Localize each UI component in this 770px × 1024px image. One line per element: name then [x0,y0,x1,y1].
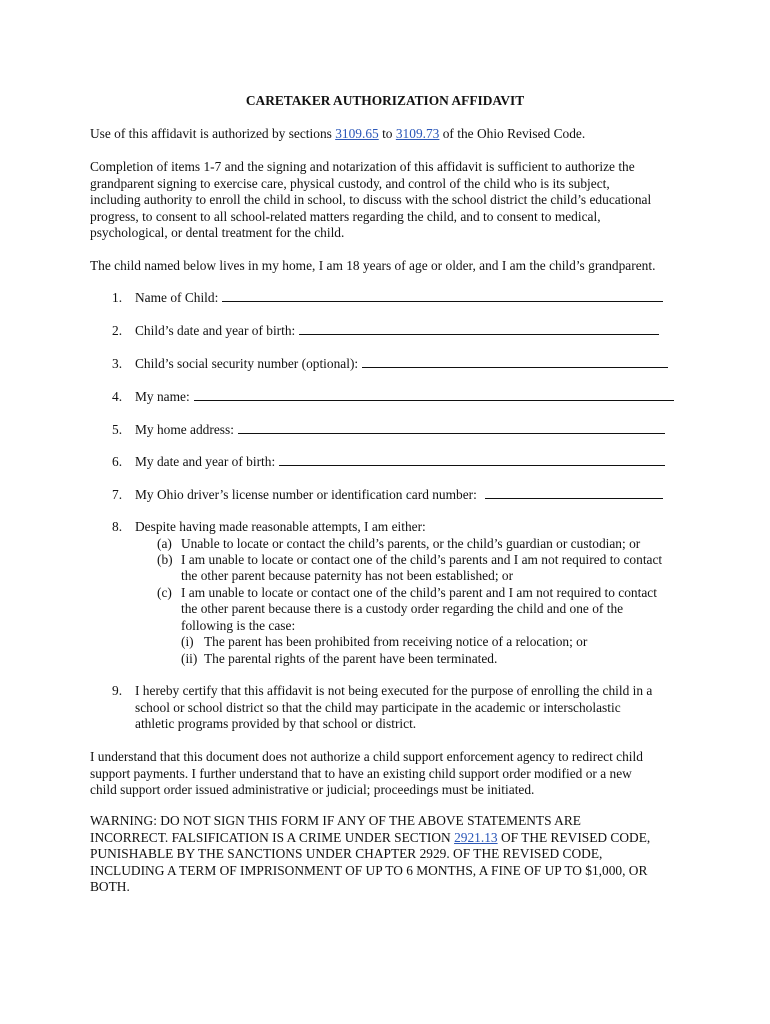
home-address-field[interactable] [238,422,665,434]
option-b-text: the other parent because paternity has not been established; or [181,568,514,583]
authorization-paragraph [90,126,690,143]
grandparent-statement: The child named below lives in my home, I am 18 years of age or older, and I am the child’s grandparent. [90,258,656,273]
item-label: My Ohio driver’s license number or identification card number: [135,487,477,502]
option-c-mark: (c) [157,585,172,600]
completion-line: including authority to enroll the child in school, to discuss with the school district the child’s educational [90,192,652,208]
child-support-line: support payments. I further understand that to have an existing child support order modified or a new [90,765,632,781]
option-a-mark: (a) [157,536,172,551]
option-c-text: the other parent because there is a custody order regarding the child and one of the [181,601,624,616]
item-label: Child’s social security number (optional): [135,356,359,371]
item-number: 2. [112,323,123,338]
option-b-mark: (b) [157,552,173,567]
completion-line: psychological, or dental treatment for the child. [90,225,345,241]
option-c-text: following is the case: [181,618,296,633]
sub-option-ii-mark: (ii) [181,651,198,666]
completion-paragraph [90,159,690,242]
warning-line: PUNISHABLE BY THE SANCTIONS UNDER CHAPTER 2929. OF THE REVISED CODE, [90,846,603,862]
option-b-text: I am unable to locate or contact one of the child’s parents and I am not required to contact [181,552,663,567]
intro-text-end: of the Ohio Revised Code. [439,126,586,141]
warning-line [90,830,690,847]
sub-option-i-text: The parent has been prohibited from receiving notice of a relocation; or [204,634,588,649]
warning-paragraph [90,813,690,896]
child-support-paragraph [90,749,690,799]
sub-option-ii-text: The parental rights of the parent have been terminated. [204,651,498,666]
item-number: 3. [112,356,123,371]
option-a-text: Unable to locate or contact the child’s parents, or the child’s guardian or custodian; or [181,536,641,551]
warning-line: WARNING: DO NOT SIGN THIS FORM IF ANY OF THE ABOVE STATEMENTS ARE [90,813,581,828]
warning-text: INCORRECT. FALSIFICATION IS A CRIME UNDER SECTION [90,829,455,845]
item-number: 4. [112,389,123,404]
item-number: 8. [112,519,123,534]
warning-text: OF THE REVISED CODE, [497,829,651,845]
completion-line: progress, to consent to all school-related matters regarding the child, and to consent to medical, [90,208,601,224]
option-c-text: I am unable to locate or contact one of the child’s parent and I am not required to contact [181,585,657,600]
child-support-line: child support order issued administrative or judicial; proceedings must be initiated. [90,782,535,798]
certification-line: school or school district so that the child may participate in the academic or interscholastic [135,699,621,715]
completion-line: grandparent signing to exercise care, physical custody, and control of the child who is its subject, [90,175,610,191]
item-number: 6. [112,454,123,469]
item-label: Child’s date and year of birth: [135,323,296,338]
completion-line: Completion of items 1-7 and the signing and notarization of this affidavit is sufficient to authorize the [90,159,635,174]
section-link-3109-65[interactable]: 3109.65 [335,126,379,141]
child-name-field[interactable] [222,290,663,302]
section-link-3109-73[interactable]: 3109.73 [395,126,440,141]
warning-line: INCLUDING A TERM OF IMPRISONMENT OF UP TO 6 MONTHS, A FINE OF UP TO $1,000, OR [90,862,648,878]
intro-text-start: Use of this affidavit is authorized by sections [90,126,336,141]
my-birth-date-field[interactable] [279,454,665,466]
item-number: 1. [112,290,123,305]
item-label: Name of Child: [135,290,219,305]
my-name-field[interactable] [194,389,674,401]
certification-text [135,683,695,733]
item-label: Despite having made reasonable attempts, I am either: [135,519,426,534]
item-label: My name: [135,389,190,404]
license-number-field[interactable] [485,487,663,499]
item-label: My date and year of birth: [135,454,276,469]
intro-text-mid: to [378,126,396,141]
sub-option-i-mark: (i) [181,634,194,649]
warning-line: BOTH. [90,879,130,895]
child-birth-date-field[interactable] [299,323,659,335]
child-support-line: I understand that this document does not authorize a child support enforcement agency to redirect child [90,749,643,764]
certification-line: athletic programs provided by that school or district. [135,716,417,732]
section-link-2921-13[interactable]: 2921.13 [454,829,498,845]
item-label: My home address: [135,422,234,437]
child-ssn-field[interactable] [362,356,668,368]
document-title: CARETAKER AUTHORIZATION AFFIDAVIT [245,93,525,108]
item-number: 5. [112,422,123,437]
item-number: 7. [112,487,123,502]
certification-line: I hereby certify that this affidavit is not being executed for the purpose of enrolling the child in a [135,683,653,698]
item-number: 9. [112,683,123,698]
